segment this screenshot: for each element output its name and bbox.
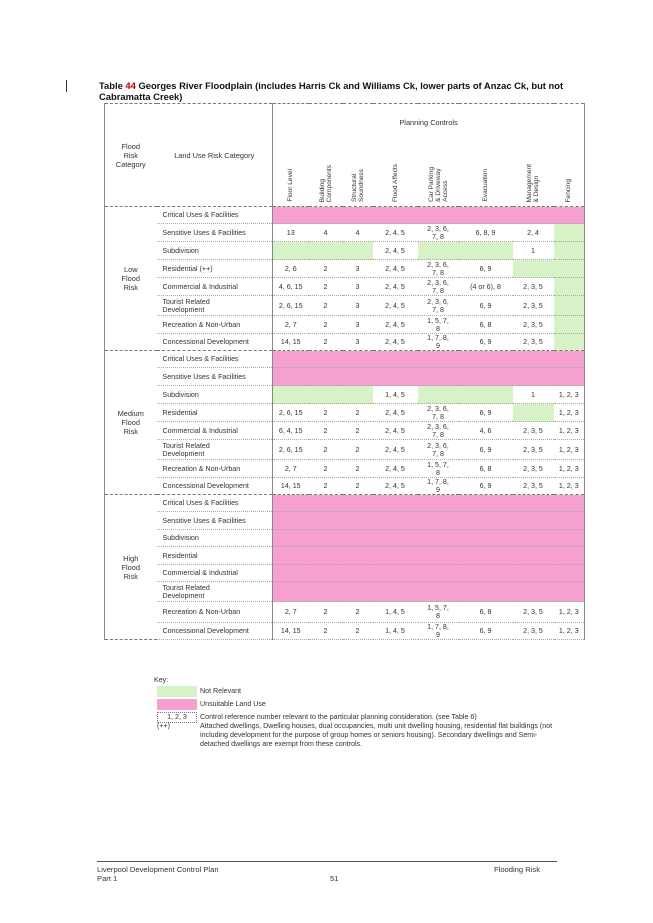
control-cell: 2, 6 (273, 260, 309, 278)
control-cell (554, 278, 585, 296)
control-cell (309, 512, 343, 530)
control-cell (273, 386, 309, 404)
table-row (105, 278, 585, 296)
control-cell (554, 368, 585, 386)
control-cell (418, 547, 459, 565)
land-use-cell: Tourist Related Development (157, 296, 273, 316)
legend-unsuitable: Unsuitable Land Use (200, 700, 266, 708)
control-cell: 2, 3, 5 (513, 478, 554, 495)
control-cell (373, 495, 418, 512)
control-cell (373, 547, 418, 565)
table-row (105, 260, 585, 278)
control-cell: 2, 4, 5 (373, 224, 418, 242)
table-row (105, 440, 585, 460)
control-cell: 2, 3, 5 (513, 602, 554, 623)
column-header (418, 140, 459, 207)
control-cell (513, 260, 554, 278)
control-cell: 2, 3, 5 (513, 316, 554, 334)
control-cell (513, 565, 554, 582)
land-use-cell: Commercial & Industrial (157, 565, 273, 582)
planning-controls-table (104, 103, 585, 640)
control-cell (373, 207, 418, 224)
table-row (105, 224, 585, 242)
table-row (105, 460, 585, 478)
control-cell: 2, 3, 6, 7, 8 (418, 404, 459, 422)
control-cell: 2 (343, 478, 373, 495)
control-cell: 2 (309, 260, 343, 278)
control-cell: 6, 9 (459, 440, 513, 460)
control-cell: 3 (343, 278, 373, 296)
table-row (105, 351, 585, 368)
land-use-cell: Subdivision (157, 386, 273, 404)
control-cell: 3 (343, 316, 373, 334)
control-cell (459, 351, 513, 368)
control-cell: 1, 7, 8, 9 (418, 478, 459, 495)
control-cell (273, 565, 309, 582)
control-cell: 1 (513, 386, 554, 404)
control-cell (554, 260, 585, 278)
control-cell (343, 547, 373, 565)
land-use-cell: Subdivision (157, 242, 273, 260)
control-cell (373, 582, 418, 602)
land-use-cell: Critical Uses & Facilities (157, 495, 273, 512)
control-cell: 2, 4, 5 (373, 296, 418, 316)
control-cell: 6, 9 (459, 623, 513, 640)
control-cell: 2 (343, 404, 373, 422)
table-row (105, 478, 585, 495)
control-cell: 2, 3, 6, 7, 8 (418, 440, 459, 460)
control-cell: 4 (343, 224, 373, 242)
control-cell: 1, 5, 7, 8 (418, 316, 459, 334)
control-cell: 2, 4, 5 (373, 278, 418, 296)
control-cell (513, 404, 554, 422)
control-cell: 6, 8, 9 (459, 224, 513, 242)
control-cell: 2 (309, 478, 343, 495)
control-cell: 2, 7 (273, 602, 309, 623)
header-planning-controls: Planning Controls (273, 104, 585, 141)
table-row (105, 565, 585, 582)
control-cell: 2, 3, 5 (513, 334, 554, 351)
control-cell: 2, 3, 5 (513, 440, 554, 460)
table-row (105, 296, 585, 316)
control-cell: 14, 15 (273, 334, 309, 351)
control-cell (554, 207, 585, 224)
control-cell: 6, 8 (459, 316, 513, 334)
control-cell: 2, 4, 5 (373, 440, 418, 460)
land-use-cell: Tourist Related Development (157, 582, 273, 602)
change-bar (66, 80, 67, 92)
control-cell: 2, 4, 5 (373, 260, 418, 278)
table-row (105, 334, 585, 351)
control-cell (513, 547, 554, 565)
control-cell (459, 242, 513, 260)
flood-risk-category: Low Flood Risk (105, 207, 157, 351)
land-use-cell: Sensitive Uses & Facilities (157, 224, 273, 242)
control-cell: 1, 4, 5 (373, 623, 418, 640)
control-cell (273, 495, 309, 512)
control-cell (459, 565, 513, 582)
control-cell: 2, 4, 5 (373, 478, 418, 495)
footer-section: Flooding Risk (494, 865, 541, 874)
control-cell (373, 512, 418, 530)
control-cell: 2, 4 (513, 224, 554, 242)
title-rest: Georges River Floodplain (includes Harris Ck and Williams Ck, lower parts of Anzac Ck, but not Cabramatta Creek) (99, 80, 564, 102)
footer-document-title: Liverpool Development Control Plan Part 1 (97, 865, 219, 883)
table-row (105, 316, 585, 334)
control-cell: 6, 9 (459, 478, 513, 495)
control-cell: 2, 4, 5 (373, 460, 418, 478)
control-cell (554, 334, 585, 351)
control-cell: 1, 4, 5 (373, 386, 418, 404)
table-row (105, 512, 585, 530)
land-use-cell: Tourist Related Development (157, 440, 273, 460)
control-cell (343, 582, 373, 602)
land-use-cell: Residential (157, 547, 273, 565)
table-row (105, 495, 585, 512)
control-cell: 2, 3, 6, 7, 8 (418, 224, 459, 242)
control-cell (459, 530, 513, 547)
control-cell: 1, 5, 7, 8 (418, 602, 459, 623)
control-cell (459, 512, 513, 530)
table-row (105, 386, 585, 404)
control-cell: 1, 2, 3 (554, 478, 585, 495)
control-cell (418, 495, 459, 512)
legend-swatch-not-relevant (157, 686, 197, 697)
column-header (459, 140, 513, 207)
legend-not-relevant: Not Relevant (200, 687, 242, 695)
legend-plusplus: (++) (157, 722, 171, 730)
control-cell: 2, 3, 5 (513, 623, 554, 640)
control-cell: 2, 3, 6, 7, 8 (418, 296, 459, 316)
control-cell (373, 368, 418, 386)
control-cell (554, 351, 585, 368)
column-header (343, 140, 373, 207)
control-cell: 2 (343, 422, 373, 440)
control-cell (513, 495, 554, 512)
control-cell: 2, 3, 5 (513, 460, 554, 478)
control-cell: 2 (309, 404, 343, 422)
control-cell (373, 351, 418, 368)
control-cell: 3 (343, 260, 373, 278)
land-use-cell: Residential (++) (157, 260, 273, 278)
control-cell: 1, 7, 8, 9 (418, 623, 459, 640)
control-cell (418, 351, 459, 368)
control-cell (554, 316, 585, 334)
control-cell (513, 351, 554, 368)
title-number: 44 (125, 80, 136, 91)
header-flood-risk-category: Flood Risk Category (105, 104, 157, 207)
control-cell (513, 530, 554, 547)
control-cell: 13 (273, 224, 309, 242)
control-cell (343, 242, 373, 260)
control-cell: 2 (343, 440, 373, 460)
control-cell: 1, 2, 3 (554, 460, 585, 478)
control-cell: 2, 4, 5 (373, 404, 418, 422)
column-header (309, 140, 343, 207)
control-cell: 2, 3, 6, 7, 8 (418, 260, 459, 278)
planning-controls-table-wrap (104, 103, 584, 640)
flood-risk-category: High Flood Risk (105, 495, 157, 640)
control-cell: 1, 2, 3 (554, 602, 585, 623)
title-prefix: Table (99, 80, 126, 91)
table-row (105, 207, 585, 224)
land-use-cell: Recreation & Non-Urban (157, 316, 273, 334)
control-cell (273, 512, 309, 530)
table-row (105, 602, 585, 623)
control-cell: 1, 2, 3 (554, 623, 585, 640)
control-cell (418, 386, 459, 404)
control-cell (273, 351, 309, 368)
column-header-label: Evacuation (482, 169, 489, 202)
footer-page-number: 51 (330, 874, 339, 883)
table-row (105, 422, 585, 440)
control-cell (309, 582, 343, 602)
control-cell (418, 242, 459, 260)
control-cell (459, 386, 513, 404)
control-cell (343, 351, 373, 368)
control-cell (554, 242, 585, 260)
control-cell: 4, 6, 15 (273, 278, 309, 296)
table-row (105, 242, 585, 260)
control-cell (554, 224, 585, 242)
header-land-use-risk-category: Land Use Risk Category (157, 104, 273, 207)
control-cell (343, 368, 373, 386)
column-header-label: Flood Affects (391, 164, 399, 202)
land-use-cell: Concessional Development (157, 623, 273, 640)
table-row (105, 530, 585, 547)
control-cell: 6, 4, 15 (273, 422, 309, 440)
legend-ref-text: Control reference number relevant to the particular planning consideration. (see Table 6) (200, 713, 477, 721)
control-cell: 2, 4, 5 (373, 334, 418, 351)
column-header-label: Car Parking & Driveway Access (427, 167, 449, 202)
control-cell (273, 582, 309, 602)
column-header (554, 140, 585, 207)
control-cell (273, 368, 309, 386)
column-header-label: Management & Design (526, 163, 540, 202)
control-cell (343, 565, 373, 582)
control-cell (554, 547, 585, 565)
control-cell: 2, 7 (273, 316, 309, 334)
control-cell (554, 582, 585, 602)
control-cell (373, 565, 418, 582)
control-cell: 2, 4, 5 (373, 242, 418, 260)
control-cell: 2 (309, 602, 343, 623)
table-title (99, 80, 569, 102)
control-cell: 1, 4, 5 (373, 602, 418, 623)
control-cell (343, 495, 373, 512)
control-cell (513, 207, 554, 224)
control-cell (554, 512, 585, 530)
land-use-cell: Recreation & Non-Urban (157, 602, 273, 623)
land-use-cell: Subdivision (157, 530, 273, 547)
control-cell: 2, 3, 6, 7, 8 (418, 422, 459, 440)
control-cell (343, 530, 373, 547)
control-cell: 6, 8 (459, 460, 513, 478)
control-cell (309, 368, 343, 386)
control-cell: 1, 7, 8, 9 (418, 334, 459, 351)
control-cell: 1 (513, 242, 554, 260)
land-use-cell: Critical Uses & Facilities (157, 207, 273, 224)
control-cell: 6, 9 (459, 260, 513, 278)
legend-plusplus-text: Attached dwellings, Dwelling houses, dual occupancies, multi unit dwelling housing, residential flat buildings (not including development for the purpose of group homes or seniors housing). Secondary dwellings and Semi-detached dwellings are exempt from these controls. (200, 722, 553, 748)
land-use-cell: Concessional Development (157, 334, 273, 351)
control-cell: 14, 15 (273, 478, 309, 495)
control-cell (554, 565, 585, 582)
control-cell: 2, 6, 15 (273, 404, 309, 422)
control-cell: 2, 3, 6, 7, 8 (418, 278, 459, 296)
land-use-cell: Recreation & Non-Urban (157, 460, 273, 478)
control-cell: 2 (309, 296, 343, 316)
control-cell: 2 (309, 422, 343, 440)
control-cell (273, 530, 309, 547)
control-cell: 1, 2, 3 (554, 404, 585, 422)
control-cell: 2 (309, 440, 343, 460)
land-use-cell: Commercial & Industrial (157, 278, 273, 296)
control-cell: 6, 9 (459, 334, 513, 351)
control-cell (373, 530, 418, 547)
column-header (513, 140, 554, 207)
control-cell (309, 530, 343, 547)
legend-swatch-unsuitable (157, 699, 197, 710)
table-row (105, 547, 585, 565)
control-cell (459, 495, 513, 512)
control-cell (513, 512, 554, 530)
control-cell: 2 (309, 623, 343, 640)
control-cell (459, 207, 513, 224)
control-cell: 6, 9 (459, 404, 513, 422)
control-cell (513, 582, 554, 602)
control-cell: 4 (309, 224, 343, 242)
control-cell: 1, 5, 7, 8 (418, 460, 459, 478)
control-cell (459, 368, 513, 386)
control-cell (273, 207, 309, 224)
control-cell: 2 (309, 278, 343, 296)
control-cell (309, 547, 343, 565)
legend-ref-sample: 1, 2, 3 (157, 712, 197, 723)
control-cell: 2, 3, 5 (513, 422, 554, 440)
control-cell (309, 207, 343, 224)
legend-label: Key: (154, 676, 169, 684)
control-cell: 2, 7 (273, 460, 309, 478)
control-cell (309, 242, 343, 260)
control-cell (309, 495, 343, 512)
land-use-cell: Commercial & Industrial (157, 422, 273, 440)
control-cell: 2, 3, 5 (513, 278, 554, 296)
control-cell: 1, 2, 3 (554, 386, 585, 404)
control-cell: 2, 6, 15 (273, 296, 309, 316)
control-cell: 2 (343, 602, 373, 623)
control-cell: 6, 8 (459, 602, 513, 623)
control-cell (418, 565, 459, 582)
control-cell (554, 296, 585, 316)
control-cell (513, 368, 554, 386)
control-cell: 3 (343, 334, 373, 351)
column-header-label: Floor Level (287, 169, 295, 202)
control-cell: 2, 4, 5 (373, 422, 418, 440)
table-row (105, 404, 585, 422)
column-header-label: Building Components (318, 164, 333, 202)
control-cell (343, 386, 373, 404)
control-cell (418, 582, 459, 602)
control-cell: 6, 9 (459, 296, 513, 316)
column-header-label: Structural Soundness (350, 169, 365, 202)
land-use-cell: Sensitive Uses & Facilities (157, 512, 273, 530)
control-cell: 14, 15 (273, 623, 309, 640)
column-header-label: Fencing (565, 178, 573, 202)
control-cell (418, 512, 459, 530)
column-header (273, 140, 309, 207)
control-cell (343, 512, 373, 530)
control-cell (459, 582, 513, 602)
control-cell (459, 547, 513, 565)
control-cell: 2 (343, 623, 373, 640)
control-cell: 2, 6, 15 (273, 440, 309, 460)
control-cell: 2 (309, 334, 343, 351)
flood-risk-category: Medium Flood Risk (105, 351, 157, 495)
control-cell: 3 (343, 296, 373, 316)
table-row (105, 623, 585, 640)
land-use-cell: Residential (157, 404, 273, 422)
control-cell (273, 547, 309, 565)
control-cell: 1, 2, 3 (554, 422, 585, 440)
control-cell: 2 (343, 460, 373, 478)
control-cell (309, 565, 343, 582)
control-cell (343, 207, 373, 224)
control-cell: (4 or 6), 8 (459, 278, 513, 296)
control-cell: 4, 6 (459, 422, 513, 440)
control-cell (554, 495, 585, 512)
control-cell (309, 386, 343, 404)
column-header (373, 140, 418, 207)
control-cell (418, 207, 459, 224)
footer-rule (97, 861, 557, 862)
control-cell (273, 242, 309, 260)
control-cell (554, 530, 585, 547)
control-cell: 2 (309, 460, 343, 478)
land-use-cell: Critical Uses & Facilities (157, 351, 273, 368)
table-row (105, 368, 585, 386)
control-cell (418, 368, 459, 386)
land-use-cell: Sensitive Uses & Facilities (157, 368, 273, 386)
control-cell: 2, 3, 5 (513, 296, 554, 316)
table-row (105, 582, 585, 602)
land-use-cell: Concessional Development (157, 478, 273, 495)
control-cell (309, 351, 343, 368)
control-cell: 2 (309, 316, 343, 334)
control-cell (418, 530, 459, 547)
control-cell: 1, 2, 3 (554, 440, 585, 460)
control-cell: 2, 4, 5 (373, 316, 418, 334)
